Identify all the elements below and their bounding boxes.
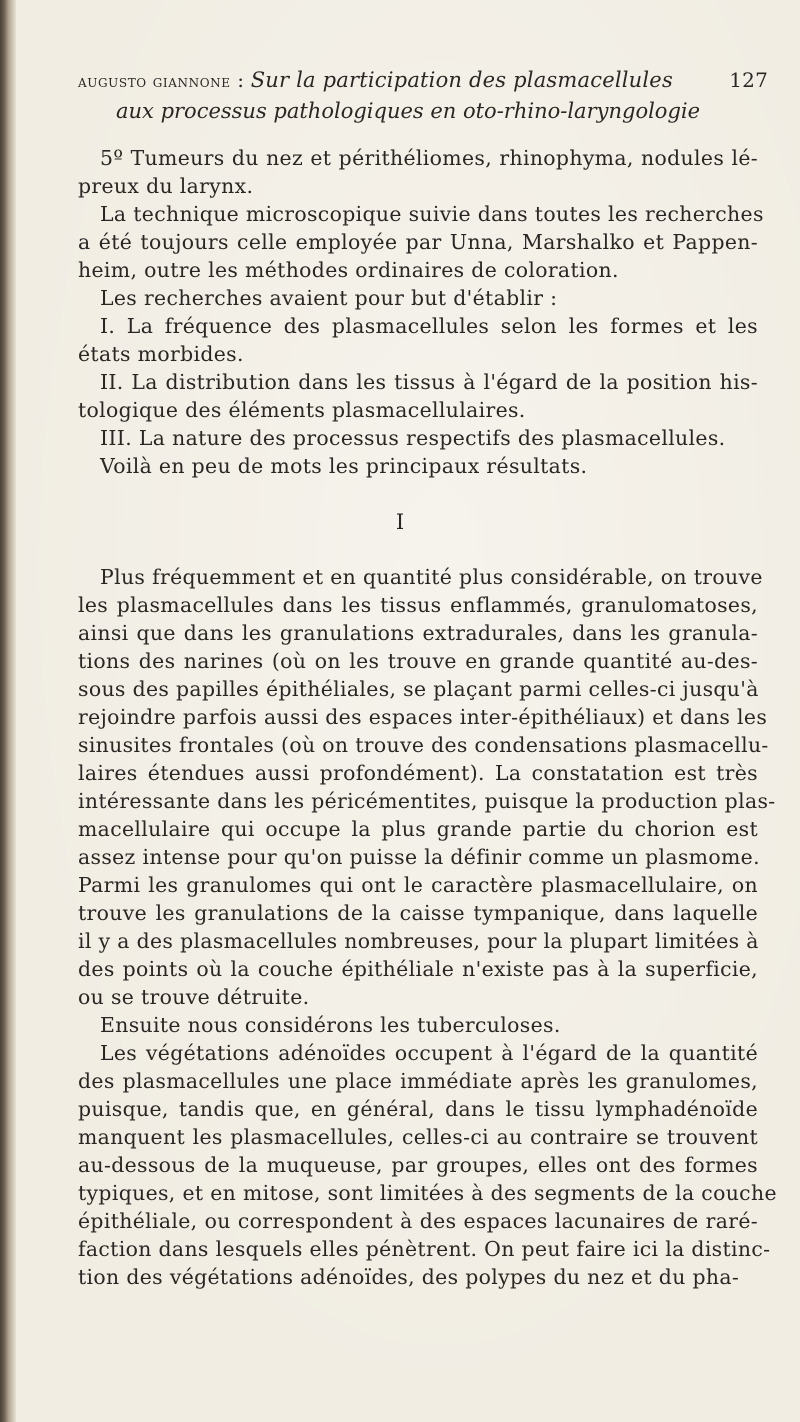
header-title-part-1: Sur la participation des plasmacellules — [250, 68, 673, 92]
text-line: des points où la couche épithéliale n'existe pas à la superficie, — [78, 957, 758, 981]
text-line: typiques, et en mitose, sont limitées à des segments de la couche — [78, 1181, 777, 1205]
text-line: ou se trouve détruite. — [78, 985, 310, 1009]
header-line-1 — [78, 66, 768, 96]
text-line: Plus fréquemment et en quantité plus considérable, on trouve — [100, 565, 763, 589]
text-line: Ensuite nous considérons les tuberculoses. — [100, 1013, 561, 1037]
text-line: Voilà en peu de mots les principaux résultats. — [100, 454, 588, 478]
text-line: états morbides. — [78, 342, 244, 366]
text-line: ainsi que dans les granulations extradurales, dans les granula- — [78, 621, 758, 645]
text-line: sous des papilles épithéliales, se plaçant parmi celles-ci jusqu'à — [78, 677, 759, 701]
text-line: II. La distribution dans les tissus à l'égard de la position his- — [100, 370, 758, 394]
text-line: des plasmacellules une place immédiate après les granulomes, — [78, 1069, 758, 1093]
text-line: preux du larynx. — [78, 174, 254, 198]
text-line: tologique des éléments plasmacellulaires. — [78, 398, 526, 422]
text-line: au-dessous de la muqueuse, par groupes, elles ont des formes — [78, 1153, 758, 1177]
text-line: manquent les plasmacellules, celles-ci au contraire se trouvent — [78, 1125, 758, 1149]
text-line: III. La nature des processus respectifs des plasmacellules. — [100, 426, 726, 450]
header-author: augusto giannone — [78, 72, 231, 92]
text-line: épithéliale, ou correspondent à des espaces lacunaires de raré- — [78, 1209, 758, 1233]
text-line: assez intense pour qu'on puisse la définir comme un plasmome. — [78, 845, 760, 869]
text-line: I. La fréquence des plasmacellules selon les formes et les — [100, 314, 758, 338]
intro-paragraphs — [78, 144, 764, 480]
page-number: 127 — [729, 68, 768, 92]
text-line: a été toujours celle employée par Unna, Marshalko et Pappen- — [78, 230, 758, 254]
text-line: les plasmacellules dans les tissus enflammés, granulomatoses, — [78, 593, 758, 617]
section-body — [78, 563, 777, 1291]
text-line: rejoindre parfois aussi des espaces inter-épithéliaux) et dans les — [78, 705, 768, 729]
text-line: La technique microscopique suivie dans toutes les recherches — [100, 202, 764, 226]
text-line: sinusites frontales (où on trouve des condensations plasmacellu- — [78, 733, 769, 757]
header-title-part-2: aux processus pathologiques en oto-rhino-laryngologie — [116, 99, 701, 123]
header-separator: : — [230, 68, 251, 92]
text-line: tions des narines (où on les trouve en grande quantité au-des- — [78, 649, 758, 673]
text-line: il y a des plasmacellules nombreuses, pour la plupart limitées à — [78, 929, 759, 953]
binding-edge — [0, 0, 16, 1422]
text-line: laires étendues aussi profondément). La constatation est très — [78, 761, 758, 785]
text-line: intéressante dans les péricémentites, puisque la production plas- — [78, 789, 776, 813]
text-line: faction dans lesquels elles pénètrent. On peut faire ici la distinc- — [78, 1237, 771, 1261]
section-heading: I — [395, 510, 405, 534]
text-line: 5º Tumeurs du nez et périthéliomes, rhinophyma, nodules lé- — [100, 146, 758, 170]
text-line: macellulaire qui occupe la plus grande partie du chorion est — [78, 817, 758, 841]
text-line: trouve les granulations de la caisse tympanique, dans laquelle — [78, 901, 758, 925]
text-line: tion des végétations adénoïdes, des polypes du nez et du pha- — [78, 1265, 740, 1289]
text-line: heim, outre les méthodes ordinaires de coloration. — [78, 258, 619, 282]
text-line: puisque, tandis que, en général, dans le tissu lymphadénoïde — [78, 1097, 758, 1121]
text-line: Les recherches avaient pour but d'établir : — [100, 286, 558, 310]
text-line: Parmi les granulomes qui ont le caractère plasmacellulaire, on — [78, 873, 758, 897]
text-line: Les végétations adénoïdes occupent à l'égard de la quantité — [100, 1041, 758, 1065]
running-header — [78, 66, 768, 126]
